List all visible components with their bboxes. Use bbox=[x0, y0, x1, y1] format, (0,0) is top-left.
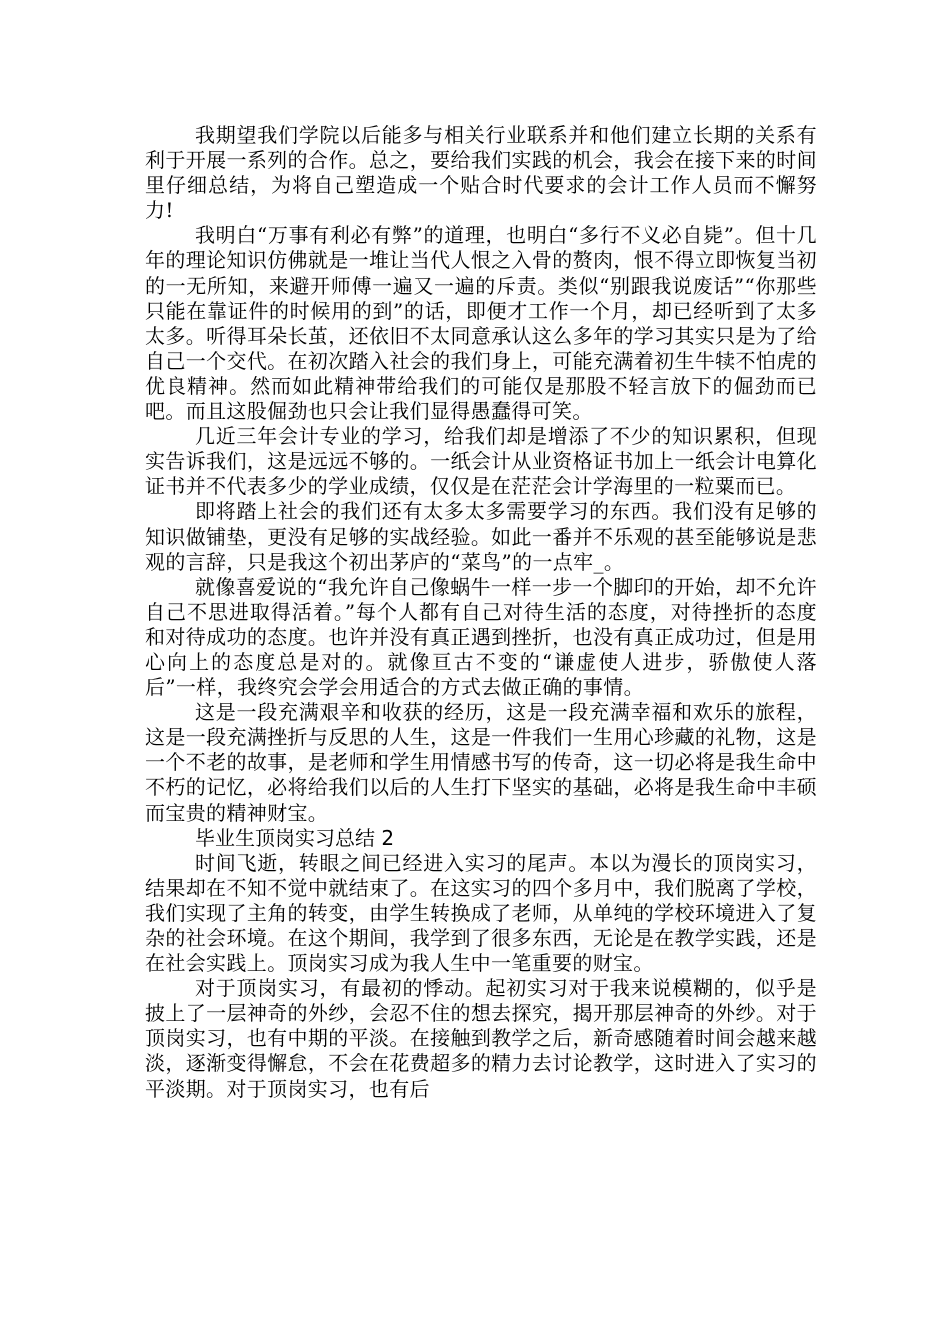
paragraph-2: 我明白“万事有利必有弊”的道理，也明白“多行不义必自毙”。但十几年的理论知识仿佛就是一堆让当代人恨之入骨的赘肉，恨不得立即恢复当初的一无所知，来避开师傅一遍又一遍的斥责。类似“别跟我说废话”“你那些只能在靠证件的时候用的到”的话，即便才工作一个月，却已经听到了太多太多。听得耳朵长茧，还依旧不太同意承认这么多年的学习其实只是为了给自己一个交代。在初次踏入社会的我们身上，可能充满着初生牛犊不怕虎的优良精神。然而如此精神带给我们的可能仅是那股不轻言放下的倔劲而已吧。而且这股倔劲也只会让我们显得愚蠢得可笑。 bbox=[145, 223, 817, 424]
paragraph-1: 我期望我们学院以后能多与相关行业联系并和他们建立长期的关系有利于开展一系列的合作。总之，要给我们实践的机会，我会在接下来的时间里仔细总结，为将自己塑造成一个贴合时代要求的会计工作人员而不懈努力! bbox=[145, 123, 817, 223]
section-paragraph-1: 时间飞逝，转眼之间已经进入实习的尾声。本以为漫长的顶岗实习，结果却在不知不觉中就结束了。在这实习的四个多月中，我们脱离了学校，我们实现了主角的转变，由学生转换成了老师，从单纯的学校环境进入了复杂的社会环境。在这个期间，我学到了很多东西，无论是在教学实践，还是在社会实践上。顶岗实习成为我人生中一笔重要的财宝。 bbox=[145, 850, 817, 976]
section-paragraph-2: 对于顶岗实习，有最初的悸动。起初实习对于我来说模糊的，似乎是披上了一层神奇的外纱，会忍不住的想去探究，揭开那层神奇的外纱。对于顶岗实习，也有中期的平淡。在接触到教学之后，新奇感随着时间会越来越淡，逐渐变得懈怠，不会在花费超多的精力去讨论教学，这时进入了实习的平淡期。对于顶岗实习，也有后 bbox=[145, 976, 817, 1101]
paragraph-5: 就像喜爱说的“我允许自己像蜗牛一样一步一个脚印的开始，却不允许自己不思进取得活着。”每个人都有自己对待生活的态度，对待挫折的态度和对待成功的态度。也许并没有真正遇到挫折，也没有真正成功过，但是用心向上的态度总是对的。就像亘古不变的“谦虚使人进步，骄傲使人落后”一样，我终究会学会用适合的方式去做正确的事情。 bbox=[145, 574, 817, 700]
paragraph-6: 这是一段充满艰辛和收获的经历，这是一段充满幸福和欢乐的旅程，这是一段充满挫折与反思的人生，这是一件我们一生用心珍藏的礼物，这是一个不老的故事，是老师和学生用情感书写的传奇，这一切必将是我生命中不朽的记忆，必将给我们以后的人生打下坚实的基础，必将是我生命中丰硕而宝贵的精神财宝。 bbox=[145, 700, 817, 825]
document-page bbox=[145, 123, 817, 1102]
paragraph-4: 即将踏上社会的我们还有太多太多需要学习的东西。我们没有足够的知识做铺垫，更没有足够的实战经验。如此一番并不乐观的甚至能够说是悲观的言辞，只是我这个初出茅庐的“菜鸟”的一点牢_。 bbox=[145, 499, 817, 574]
section-title: 毕业生顶岗实习总结 2 bbox=[195, 825, 395, 850]
paragraph-3: 几近三年会计专业的学习，给我们却是增添了不少的知识累积，但现实告诉我们，这是远远不够的。一纸会计从业资格证书加上一纸会计电算化证书并不代表多少的学业成绩，仅仅是在茫茫会计学海里的一粒粟而已。 bbox=[145, 424, 817, 499]
